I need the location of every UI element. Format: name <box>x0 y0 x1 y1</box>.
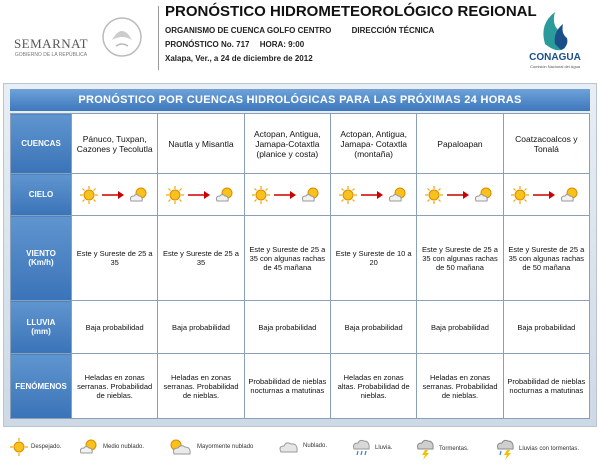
divider <box>158 6 159 70</box>
sun-icon <box>339 186 357 204</box>
phenomena-cell: Heladas en zonas serranas. Probabilidad de nieblas. <box>417 354 503 419</box>
phenomena-cell: Heladas en zonas serranas. Probabilidad de nieblas. <box>72 354 158 419</box>
basin-name: Papaloapan <box>417 114 503 174</box>
rain-cell: Baja probabilidad <box>158 301 244 354</box>
rain-cell: Baja probabilidad <box>330 301 416 354</box>
partly-cloudy-icon <box>559 186 581 204</box>
sky-row <box>11 174 590 216</box>
sky-cell <box>244 174 330 216</box>
arrow-right-icon <box>274 190 296 200</box>
label-fenomenos: FENÓMENOS <box>11 354 72 419</box>
mostly-cloudy-icon <box>168 438 194 456</box>
label-cuencas: CUENCAS <box>11 114 72 174</box>
agency-sub: GOBIERNO DE LA REPÚBLICA <box>14 52 88 58</box>
rain-cell: Baja probabilidad <box>244 301 330 354</box>
partly-cloudy-icon <box>78 438 100 456</box>
partly-cloudy-icon <box>473 186 495 204</box>
forecast-time: HORA: 9:00 <box>259 40 305 49</box>
sun-icon <box>10 438 28 456</box>
page-title: PRONÓSTICO HIDROMETEOROLÓGICO REGIONAL <box>165 3 537 20</box>
legend-label: Nublado. <box>303 443 328 449</box>
label-cielo: CIELO <box>11 174 72 216</box>
wind-row <box>11 216 590 301</box>
brand-name: CONAGUA <box>529 52 581 63</box>
sky-cell <box>330 174 416 216</box>
legend-clear <box>10 438 61 456</box>
partly-cloudy-icon <box>300 186 322 204</box>
sun-icon <box>252 186 270 204</box>
wind-cell: Este y Sureste de 10 a 20 <box>330 216 416 301</box>
partly-cloudy-icon <box>214 186 236 204</box>
partly-cloudy-icon <box>387 186 409 204</box>
arrow-right-icon <box>361 190 383 200</box>
legend-label: Medio nublado. <box>103 444 145 450</box>
storm-icon <box>416 438 436 460</box>
phenomena-cell: Probabilidad de nieblas nocturnas a matutinas <box>503 354 589 419</box>
rain-icon <box>352 438 372 458</box>
rain-storm-icon <box>496 438 516 460</box>
arrow-right-icon <box>447 190 469 200</box>
wind-cell: Este y Sureste de 25 a 35 <box>158 216 244 301</box>
wind-cell: Este y Sureste de 25 a 35 con algunas rachas de 50 mañana <box>417 216 503 301</box>
label-viento: VIENTO (Km/h) <box>11 216 72 301</box>
basin-name: Coatzacoalcos y Tonalá <box>503 114 589 174</box>
forecast-table <box>10 113 590 419</box>
coat-of-arms-icon <box>100 12 144 62</box>
brand-sub: Comisión Nacional del Agua <box>529 64 581 69</box>
sun-icon <box>425 186 443 204</box>
rain-row <box>11 301 590 354</box>
organism-line <box>165 26 434 35</box>
organism: ORGANISMO DE CUENCA GOLFO CENTRO <box>165 26 332 35</box>
legend <box>0 430 600 470</box>
basin-name: Pánuco, Tuxpan, Cazones y Tecolutla <box>72 114 158 174</box>
rain-cell: Baja probabilidad <box>72 301 158 354</box>
legend-storm <box>416 438 469 460</box>
arrow-right-icon <box>533 190 555 200</box>
partly-cloudy-icon <box>128 186 150 204</box>
rain-cell: Baja probabilidad <box>503 301 589 354</box>
agency-name: SEMARNAT <box>13 36 89 51</box>
label-lluvia: LLUVIA (mm) <box>11 301 72 354</box>
legend-rainstorm <box>496 438 579 460</box>
sun-icon <box>166 186 184 204</box>
forecast-number: PRONÓSTICO No. 717 <box>165 40 250 49</box>
wind-cell: Este y Sureste de 25 a 35 con algunas rachas de 45 mañana <box>244 216 330 301</box>
wind-cell: Este y Sureste de 25 a 35 con algunas rachas de 50 mañana <box>503 216 589 301</box>
basin-name: Actopan, Antigua, Jamapa-Cotaxtla (planice y costa) <box>244 114 330 174</box>
direction: DIRECCIÓN TÉCNICA <box>351 26 435 35</box>
sky-cell <box>417 174 503 216</box>
legend-label: Lluvias con tormentas. <box>519 446 580 452</box>
phenomena-cell: Probabilidad de nieblas nocturnas a matutinas <box>244 354 330 419</box>
legend-label: Despejado. <box>31 444 62 450</box>
legend-rain <box>352 438 392 458</box>
sky-cell <box>503 174 589 216</box>
sun-icon <box>80 186 98 204</box>
phenomena-row <box>11 354 590 419</box>
legend-label: Mayormente nublado <box>197 444 254 450</box>
cloud-icon <box>278 438 300 454</box>
phenomena-cell: Heladas en zonas altas. Probabilidad de nieblas. <box>330 354 416 419</box>
sky-cell <box>72 174 158 216</box>
arrow-right-icon <box>102 190 124 200</box>
basin-name: Actopan, Antigua, Jamapa- Cotaxtla (montaña) <box>330 114 416 174</box>
wind-cell: Este y Sureste de 25 a 35 <box>72 216 158 301</box>
arrow-right-icon <box>188 190 210 200</box>
sky-cell <box>158 174 244 216</box>
rain-cell: Baja probabilidad <box>417 301 503 354</box>
legend-label: Lluvia. <box>375 445 393 451</box>
legend-cloudy <box>278 438 327 454</box>
forecast-line <box>165 40 304 49</box>
semarnat-logo <box>6 8 96 70</box>
legend-mostly <box>168 438 253 456</box>
sun-icon <box>511 186 529 204</box>
header <box>0 0 600 80</box>
legend-label: Tormentas. <box>439 446 469 452</box>
banner-title: PRONÓSTICO POR CUENCAS HIDROLÓGICAS PARA LAS PRÓXIMAS 24 HORAS <box>10 89 590 111</box>
phenomena-cell: Heladas en zonas serranas. Probabilidad de nieblas. <box>158 354 244 419</box>
place-date: Xalapa, Ver., a 24 de diciembre de 2012 <box>165 54 313 63</box>
legend-partly <box>78 438 144 456</box>
basin-name: Nautla y Misantla <box>158 114 244 174</box>
basins-row <box>11 114 590 174</box>
